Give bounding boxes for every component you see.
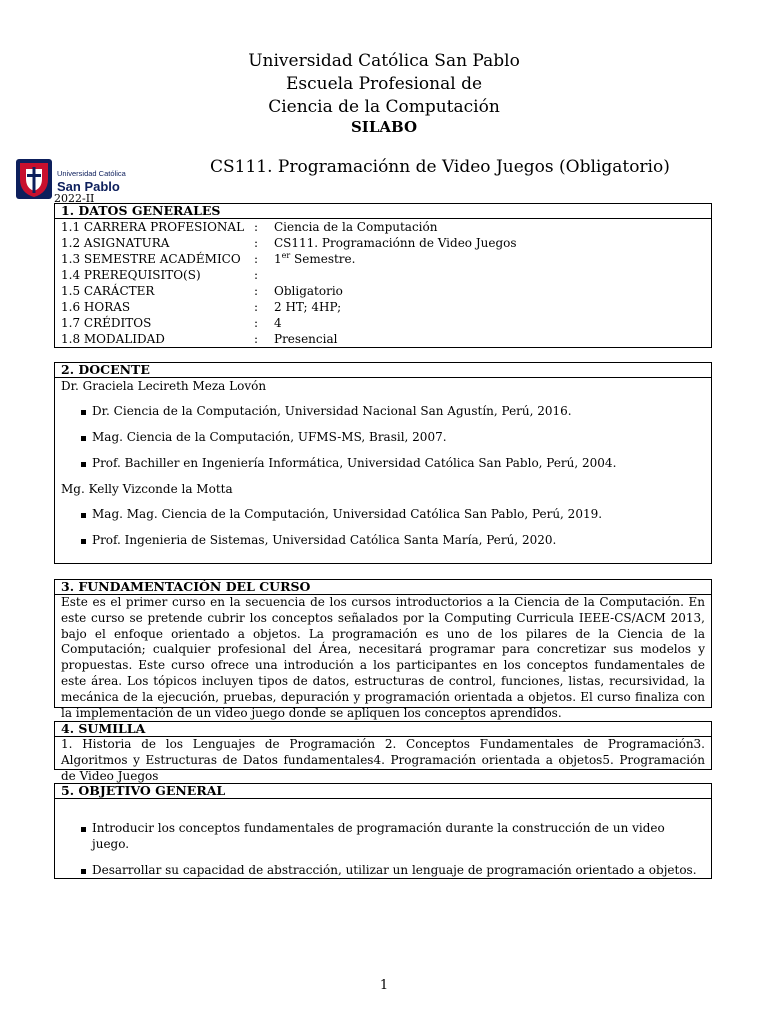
course-title: CS111. Programaciónn de Video Juegos (Obligatorio) (210, 157, 670, 177)
datos-value-text: Ciencia de la Computación (274, 220, 438, 234)
objetivo-text: Introducir los conceptos fundamentales de programación durante la construcción de un video juego. (92, 821, 665, 851)
datos-row (61, 315, 705, 331)
credential-item (61, 455, 705, 471)
docente-list (55, 378, 711, 548)
credential-item (61, 506, 705, 522)
datos-value-text: 1 (274, 252, 282, 266)
bullet-icon (81, 410, 86, 415)
section-heading: 3. FUNDAMENTACIÓN DEL CURSO (55, 580, 711, 595)
bullet-icon (81, 462, 86, 467)
section-fundamentacion (54, 579, 712, 720)
datos-generales-table (55, 219, 711, 347)
credential-item (61, 532, 705, 548)
datos-value (274, 315, 705, 331)
datos-value (274, 331, 705, 347)
objetivo-item (61, 820, 705, 852)
datos-row (61, 235, 705, 251)
bullet-icon (81, 827, 86, 832)
credential-text: Mag. Mag. Ciencia de la Computación, Universidad Católica San Pablo, Perú, 2019. (92, 507, 603, 521)
datos-key: 1.3 SEMESTRE ACADÉMICO (61, 252, 241, 266)
datos-separator: : (254, 268, 259, 282)
section-sumilla (54, 721, 712, 783)
datos-value-suffix: Semestre. (290, 252, 356, 266)
datos-separator: : (254, 284, 259, 298)
bullet-icon (81, 513, 86, 518)
objetivo-list (61, 820, 705, 878)
credential-text: Prof. Ingenieria de Sistemas, Universidad Católica Santa María, Perú, 2020. (92, 533, 557, 547)
datos-value (274, 251, 705, 267)
datos-value (274, 267, 705, 283)
teacher-name: Dr. Graciela Lecireth Meza Lovón (61, 379, 267, 393)
datos-key: 1.1 CARRERA PROFESIONAL (61, 220, 245, 234)
page-number: 1 (379, 978, 389, 993)
academic-period: 2022-II (54, 192, 95, 205)
datos-key: 1.4 PREREQUISITO(S) (61, 268, 201, 282)
datos-row (61, 299, 705, 315)
bullet-icon (81, 436, 86, 441)
bullet-icon (81, 869, 86, 874)
datos-key: 1.6 HORAS (61, 300, 131, 314)
section-heading: 5. OBJETIVO GENERAL (55, 784, 711, 799)
datos-value-text: Presencial (274, 332, 338, 346)
document-header (0, 50, 768, 135)
ordinal-superscript: er (281, 251, 291, 260)
datos-key: 1.5 CARÁCTER (61, 284, 155, 298)
university-name: Universidad Católica San Pablo (248, 51, 520, 71)
datos-value-text: 2 HT; 4HP; (274, 300, 342, 314)
credential-text: Dr. Ciencia de la Computación, Universidad Nacional San Agustín, Perú, 2016. (92, 404, 572, 418)
datos-value-text: CS111. Programaciónn de Video Juegos (274, 236, 517, 250)
datos-separator: : (254, 236, 259, 250)
teacher-credentials (61, 403, 705, 471)
datos-row (61, 331, 705, 347)
section-heading: 2. DOCENTE (55, 363, 711, 378)
datos-separator: : (254, 220, 259, 234)
datos-value (274, 283, 705, 299)
credential-text: Prof. Bachiller en Ingeniería Informática, Universidad Católica San Pablo, Perú, 2004. (92, 456, 617, 470)
section-heading: 4. SUMILLA (55, 722, 711, 737)
bullet-icon (81, 539, 86, 544)
credential-item (61, 403, 705, 419)
datos-value (274, 299, 705, 315)
fundamentacion-text: Este es el primer curso en la secuencia de los cursos introductorios a la Ciencia de la Computación. En este curso se pretende cubrir los conceptos señalados por la Computing Curricula IEEE-CS/ACM 2013, bajo el enfoque orientado a objetos. La programación es uno de los pilares de la Ciencia de la Computación; cualquier profesional del Área, necesitará programar para concretizar sus modelos y propuestas. Este curso ofrece una introdución a los participantes en los conceptos fundamentales de este área. Los tópicos incluyen tipos de datos, estructuras de control, funciones, listas, recursividad, la mecánica de la ejecución, pruebas, depuración y programación orientada a objetos. El curso finaliza con la implementación de un video juego donde se apliquen los conceptos aprendidos. (61, 595, 705, 720)
teacher-credentials (61, 506, 705, 548)
credential-text: Mag. Ciencia de la Computación, UFMS-MS, Brasil, 2007. (92, 430, 447, 444)
section-datos-generales (54, 203, 712, 348)
objetivo-item (61, 862, 705, 878)
document-type: SILABO (350, 118, 418, 136)
datos-value-text: 4 (274, 316, 282, 330)
program-name: Ciencia de la Computación (268, 97, 500, 117)
section-objetivo-general (54, 783, 712, 879)
teacher-name: Mg. Kelly Vizconde la Motta (61, 482, 233, 496)
datos-separator: : (254, 316, 259, 330)
objetivo-list-wrap (55, 820, 711, 878)
sumilla-text: 1. Historia de los Lenguajes de Programación 2. Conceptos Fundamentales de Programación3. Algoritmos y Estructuras de Datos fundamentales4. Programación orientada a objetos5. Programación de Video Juegos (61, 737, 705, 783)
datos-value (274, 219, 705, 235)
section-docente (54, 362, 712, 564)
datos-row (61, 283, 705, 299)
datos-key: 1.2 ASIGNATURA (61, 236, 170, 250)
datos-row (61, 251, 705, 267)
datos-row (61, 267, 705, 283)
svg-text:San Pablo: San Pablo (57, 179, 120, 194)
datos-separator: : (254, 300, 259, 314)
datos-separator: : (254, 332, 259, 346)
datos-key: 1.8 MODALIDAD (61, 332, 165, 346)
section-heading: 1. DATOS GENERALES (55, 204, 711, 219)
datos-separator: : (254, 252, 259, 266)
datos-value (274, 235, 705, 251)
datos-row (61, 219, 705, 235)
objetivo-text: Desarrollar su capacidad de abstracción, utilizar un lenguaje de programación orientado a objetos. (92, 863, 697, 877)
school-name: Escuela Profesional de (285, 74, 483, 94)
credential-item (61, 429, 705, 445)
datos-value-text: Obligatorio (274, 284, 343, 298)
svg-text:Universidad Católica: Universidad Católica (57, 169, 126, 178)
datos-key: 1.7 CRÉDITOS (61, 316, 152, 330)
